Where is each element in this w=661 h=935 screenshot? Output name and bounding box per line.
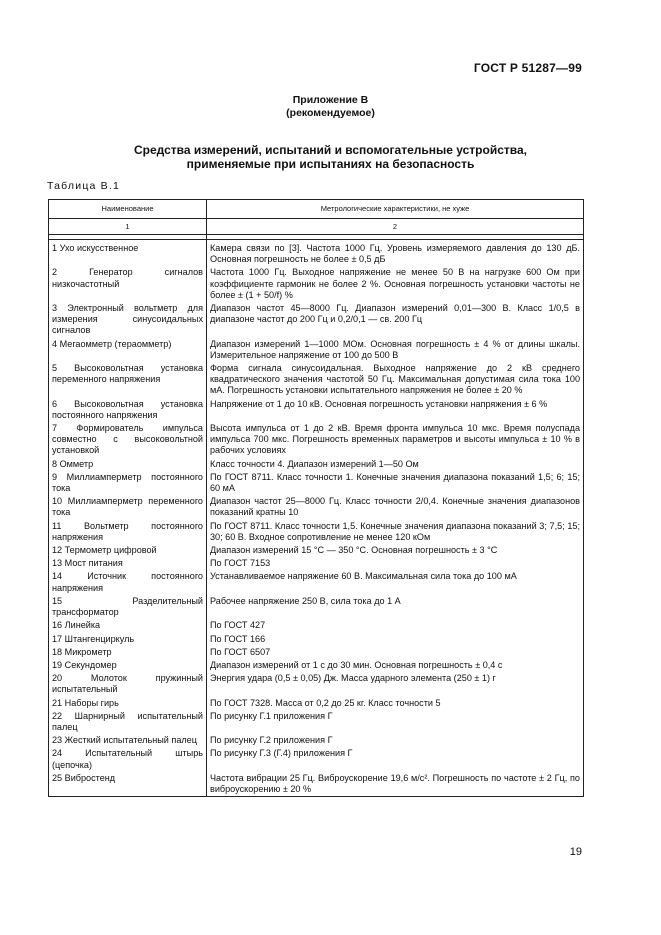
metrological-characteristics: По рисунку Г.3 (Г.4) приложения Г: [207, 747, 584, 771]
column-number-1: 1: [49, 219, 207, 235]
section-title: [0, 143, 661, 171]
instrument-name: 18 Микрометр: [49, 646, 207, 659]
column-header-name: Наименование: [49, 200, 207, 219]
page-number: 19: [569, 846, 582, 858]
table-row: [49, 398, 584, 422]
instrument-name: 3 Электронный вольтметр для измерения синусоидальных сигналов: [49, 302, 207, 338]
column-header-spec: Метрологические характеристики, не хуже: [207, 200, 584, 219]
table-row: [49, 495, 584, 519]
instrument-name: 7 Формирователь импульса совместно с высоковольтной установкой: [49, 422, 207, 458]
instrument-name: 4 Мегаомметр (тераомметр): [49, 338, 207, 362]
instrument-name: 16 Линейка: [49, 619, 207, 632]
metrological-characteristics: Класс точности 4. Диапазон измерений 1—50 Ом: [207, 458, 584, 471]
table-row: [49, 520, 584, 544]
column-number-2: 2: [207, 219, 584, 235]
table-row: [49, 338, 584, 362]
table-header-row: [49, 200, 584, 219]
table-row: [49, 747, 584, 771]
instrument-name: 9 Миллиамперметр постоянного тока: [49, 471, 207, 495]
table-row: [49, 240, 584, 267]
instrument-name: 2 Генератор сигналов низкочастотный: [49, 266, 207, 302]
instrument-name: 22 Шарнирный испытательный палец: [49, 710, 207, 734]
table-row: [49, 619, 584, 632]
table-row: [49, 710, 584, 734]
table-row: [49, 772, 584, 797]
metrological-characteristics: Напряжение от 1 до 10 кВ. Основная погрешность установки напряжения ± 6 %: [207, 398, 584, 422]
table-row: [49, 659, 584, 672]
instrument-name: 15 Разделительный трансформатор: [49, 595, 207, 619]
metrological-characteristics: По ГОСТ 7328. Масса от 0,2 до 25 кг. Класс точности 5: [207, 697, 584, 710]
table-row: [49, 734, 584, 747]
metrological-characteristics: Рабочее напряжение 250 В, сила тока до 1 А: [207, 595, 584, 619]
metrological-characteristics: По ГОСТ 427: [207, 619, 584, 632]
instrument-name: 5 Высоковольтная установка переменного напряжения: [49, 362, 207, 398]
section-title-line-1: Средства измерений, испытаний и вспомогательные устройства,: [133, 143, 527, 157]
appendix-subtitle: (рекомендуемое): [286, 107, 375, 119]
table-row: [49, 633, 584, 646]
table-row: [49, 557, 584, 570]
table-row: [49, 458, 584, 471]
instrument-name: 23 Жесткий испытательный палец: [49, 734, 207, 747]
table-row: [49, 302, 584, 338]
table-body: [49, 240, 584, 797]
metrological-characteristics: По ГОСТ 8711. Класс точности 1. Конечные значения диапазона показаний 1,5; 6; 15; 60 мА: [207, 471, 584, 495]
metrological-characteristics: Устанавливаемое напряжение 60 В. Максимальная сила тока до 100 мА: [207, 570, 584, 594]
appendix-heading: [0, 94, 661, 120]
instrument-name: 21 Наборы гирь: [49, 697, 207, 710]
instrument-name: 10 Миллиамперметр переменного тока: [49, 495, 207, 519]
metrological-characteristics: Диапазон частот 25—8000 Гц. Класс точности 2/0,4. Конечные значения диапазонов показаний кратны 10: [207, 495, 584, 519]
metrological-characteristics: Камера связи по [3]. Частота 1000 Гц. Уровень измеряемого давления до 130 дБ. Основная погрешность не более ± 0,5 дБ: [207, 240, 584, 267]
table-row: [49, 672, 584, 696]
table-row: [49, 544, 584, 557]
instrument-name: 19 Секундомер: [49, 659, 207, 672]
metrological-characteristics: Высота импульса от 1 до 2 кВ. Время фронта импульса 10 мкс. Время полуспада импульса 700 мкс. Погрешность временных параметров и высоты импульса ± 10 % в рабочих условиях: [207, 422, 584, 458]
document-code: ГОСТ Р 51287—99: [473, 61, 582, 75]
table-row: [49, 697, 584, 710]
metrological-characteristics: По рисунку Г.2 приложения Г: [207, 734, 584, 747]
instrument-name: 25 Вибростенд: [49, 772, 207, 797]
metrological-characteristics: По ГОСТ 6507: [207, 646, 584, 659]
metrological-characteristics: Диапазон измерений 15 °С — 350 °С. Основная погрешность ± 3 °С: [207, 544, 584, 557]
equipment-table: [48, 199, 584, 797]
appendix-title: Приложение В: [292, 94, 369, 106]
table-caption: Таблица В.1: [47, 180, 121, 192]
instrument-name: 13 Мост питания: [49, 557, 207, 570]
table-row: [49, 422, 584, 458]
metrological-characteristics: Энергия удара (0,5 ± 0,05) Дж. Масса ударного элемента (250 ± 1) г: [207, 672, 584, 696]
table-row: [49, 646, 584, 659]
metrological-characteristics: Диапазон измерений 1—1000 МОм. Основная погрешность ± 4 % от длины шкалы. Измерительное напряжение от 100 до 500 В: [207, 338, 584, 362]
instrument-name: 8 Омметр: [49, 458, 207, 471]
table-row: [49, 471, 584, 495]
table-row: [49, 266, 584, 302]
instrument-name: 14 Источник постоянного напряжения: [49, 570, 207, 594]
instrument-name: 12 Термометр цифровой: [49, 544, 207, 557]
metrological-characteristics: По ГОСТ 7153: [207, 557, 584, 570]
metrological-characteristics: Частота вибрации 25 Гц. Виброускорение 19,6 м/с². Погрешность по частоте ± 2 Гц, по виброускорению ± 20 %: [207, 772, 584, 797]
instrument-name: 17 Штангенциркуль: [49, 633, 207, 646]
metrological-characteristics: Диапазон частот 45—8000 Гц. Диапазон измерений 0,01—300 В. Класс 1/0,5 в диапазоне частот до 200 Гц и 0,2/0,1 — св. 200 Гц: [207, 302, 584, 338]
instrument-name: 24 Испытательный штырь (цепочка): [49, 747, 207, 771]
section-title-line-2: применяемые при испытаниях на безопасность: [186, 157, 475, 171]
table-row: [49, 595, 584, 619]
instrument-name: 6 Высоковольтная установка постоянного напряжения: [49, 398, 207, 422]
instrument-name: 11 Вольтметр постоянного напряжения: [49, 520, 207, 544]
table-row: [49, 570, 584, 594]
metrological-characteristics: Форма сигнала синусоидальная. Выходное напряжение до 2 кВ среднего квадратического значения частотой 50 Гц. Максимальная допустимая сила тока 100 мА. Погрешность установки испытательного напряжения не более ± 20 %: [207, 362, 584, 398]
metrological-characteristics: По ГОСТ 8711. Класс точности 1,5. Конечные значения диапазона показаний 3; 7,5; 15; 30; 60 В. Входное сопротивление не менее 120 кОм: [207, 520, 584, 544]
metrological-characteristics: По ГОСТ 166: [207, 633, 584, 646]
metrological-characteristics: Диапазон измерений от 1 с до 30 мин. Основная погрешность ± 0,4 с: [207, 659, 584, 672]
instrument-name: 1 Ухо искусственное: [49, 240, 207, 267]
metrological-characteristics: По рисунку Г.1 приложения Г: [207, 710, 584, 734]
metrological-characteristics: Частота 1000 Гц. Выходное напряжение не менее 50 В на нагрузке 600 Ом при коэффициенте гармоник не более 2 %. Основная погрешность установки частоты не более ± (1 + 50/f) %: [207, 266, 584, 302]
column-number-row: [49, 219, 584, 235]
instrument-name: 20 Молоток пружинный испытательный: [49, 672, 207, 696]
table-row: [49, 362, 584, 398]
